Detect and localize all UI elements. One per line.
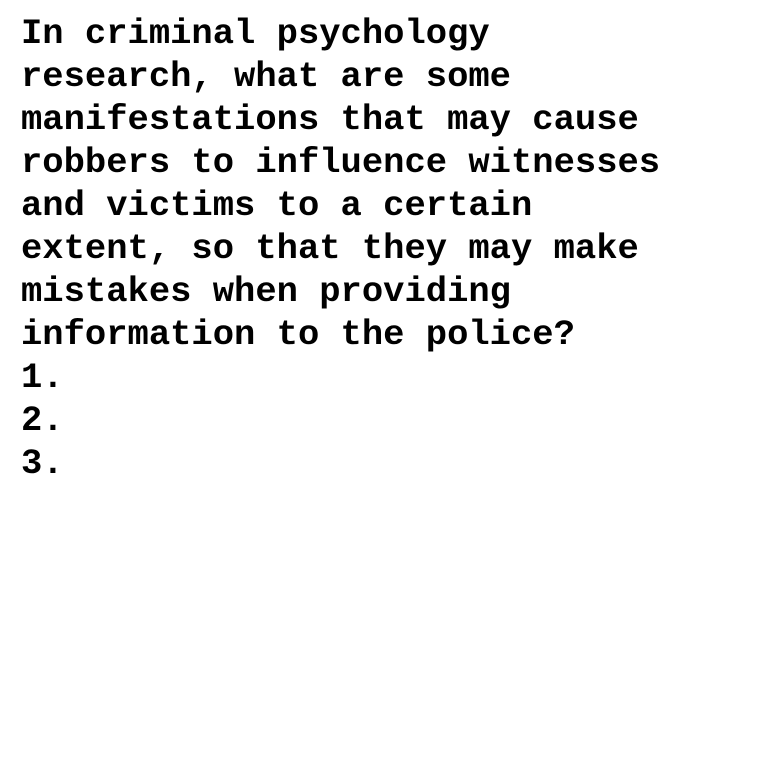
question-line: and victims to a certain: [21, 185, 533, 226]
question-text: [21, 12, 751, 356]
question-line: extent, so that they may make: [21, 228, 639, 269]
question-line: manifestations that may cause: [21, 99, 639, 140]
document-body: [21, 12, 751, 485]
question-line: information to the police?: [21, 314, 575, 355]
list-item-3: 3.: [21, 443, 64, 484]
numbered-list: [21, 356, 751, 485]
question-line: research, what are some: [21, 56, 511, 97]
list-item-2: 2.: [21, 400, 64, 441]
list-item-1: 1.: [21, 357, 64, 398]
question-line: mistakes when providing: [21, 271, 511, 312]
question-line: In criminal psychology: [21, 13, 490, 54]
question-line: robbers to influence witnesses: [21, 142, 661, 183]
